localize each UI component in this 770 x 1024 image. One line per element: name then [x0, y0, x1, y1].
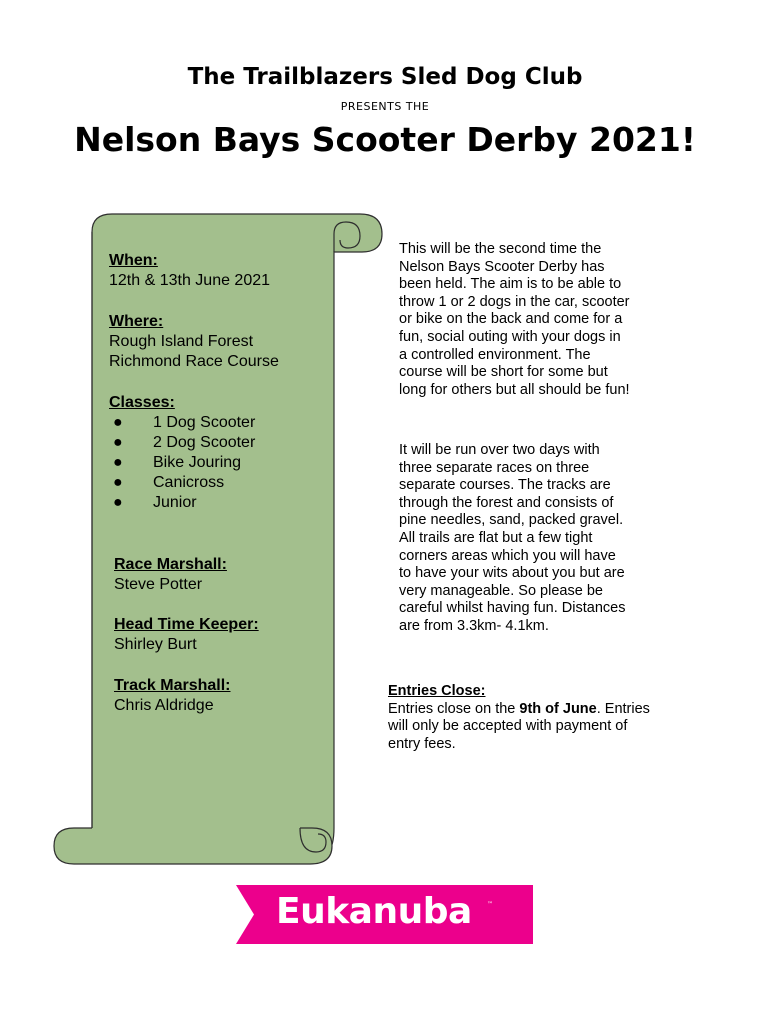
- description-paragraph-1: [399, 241, 630, 399]
- head-time-keeper-heading: Head Time Keeper:: [114, 616, 259, 633]
- text-line: throw 1 or 2 dogs in the car, scooter: [399, 293, 630, 310]
- entries-deadline: 9th of June: [519, 700, 597, 717]
- entries-line: entry fees.: [388, 735, 456, 752]
- class-item: ● 2 Dog Scooter: [113, 434, 256, 451]
- track-marshall-name: Chris Aldridge: [114, 697, 214, 714]
- entries-line: will only be accepted with payment of: [388, 718, 628, 735]
- text-line: separate courses. The tracks are: [399, 477, 611, 494]
- text-line: All trails are flat but a few tight: [399, 529, 593, 546]
- text-line: pine needles, sand, packed gravel.: [399, 512, 624, 529]
- track-marshall-heading: Track Marshall:: [114, 677, 231, 694]
- text-line: a controlled environment. The: [399, 346, 591, 363]
- eukanuba-logo: [236, 885, 533, 944]
- track-marshall-section: [114, 676, 231, 716]
- text-line: very manageable. So please be: [399, 582, 603, 599]
- entries-section: [388, 683, 650, 753]
- when-value: 12th & 13th June 2021: [109, 272, 271, 289]
- description-paragraph-2: [399, 442, 625, 636]
- classes-heading: Classes:: [109, 394, 175, 411]
- head-time-keeper-name: Shirley Burt: [114, 636, 197, 653]
- presents-subtitle: PRESENTS THE: [340, 100, 430, 113]
- race-marshall-section: [114, 555, 227, 595]
- race-marshall-heading: Race Marshall:: [114, 556, 227, 573]
- class-item: ● Junior: [113, 494, 197, 511]
- classes-list: [109, 413, 255, 513]
- text-line: course will be short for some but: [399, 364, 608, 381]
- entries-line: Entries close on the 9th of June. Entries: [388, 700, 650, 717]
- text-line: Nelson Bays Scooter Derby has: [399, 258, 605, 275]
- bullet-icon: ●: [113, 494, 123, 511]
- text-line: corners areas which you will have: [399, 547, 616, 564]
- trademark-icon: ™: [487, 901, 493, 908]
- where-section: [109, 312, 279, 372]
- event-title: Nelson Bays Scooter Derby 2021!: [74, 120, 696, 159]
- text-line: or bike on the back and come for a: [399, 311, 623, 328]
- club-title: The Trailblazers Sled Dog Club: [187, 64, 583, 90]
- text-line: It will be run over two days with: [399, 442, 600, 458]
- text-line: to have your wits about you but are: [399, 565, 625, 582]
- bullet-icon: ●: [113, 474, 123, 491]
- bullet-icon: ●: [113, 454, 123, 471]
- classes-section: [109, 393, 255, 513]
- head-time-keeper-section: [114, 615, 259, 655]
- text-line: long for others but all should be fun!: [399, 381, 630, 398]
- logo-text: Eukanuba: [276, 891, 472, 932]
- where-line: Richmond Race Course: [109, 353, 279, 370]
- class-item: ● Bike Jouring: [113, 454, 242, 471]
- where-line: Rough Island Forest: [109, 333, 254, 350]
- bullet-icon: ●: [113, 434, 123, 451]
- text-line: three separate races on three: [399, 459, 590, 476]
- class-item: ● 1 Dog Scooter: [113, 414, 256, 431]
- when-section: [109, 251, 270, 291]
- text-line: fun, social outing with your dogs in: [399, 328, 621, 345]
- text-line: careful whilst having fun. Distances: [399, 600, 626, 617]
- when-heading: When:: [109, 252, 158, 269]
- text-line: are from 3.3km- 4.1km.: [399, 617, 549, 634]
- bullet-icon: ●: [113, 414, 123, 431]
- where-heading: Where:: [109, 313, 164, 330]
- class-item: ● Canicross: [113, 474, 225, 491]
- race-marshall-name: Steve Potter: [114, 576, 203, 593]
- text-line: been held. The aim is to be able to: [399, 276, 622, 293]
- text-line: This will be the second time the: [399, 241, 602, 257]
- entries-heading: Entries Close:: [388, 683, 486, 699]
- text-line: through the forest and consists of: [399, 494, 614, 511]
